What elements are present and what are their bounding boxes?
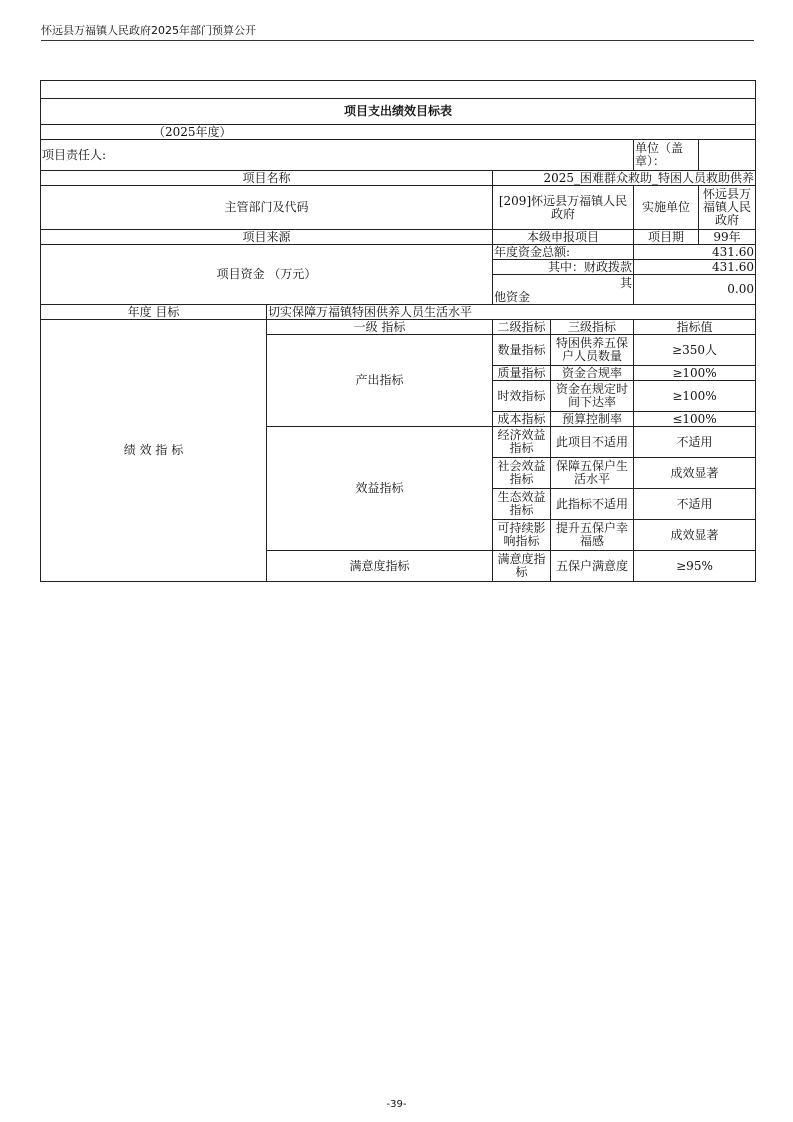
other-funds-value: 0.00 [634, 275, 756, 305]
unit-seal-label: 单位（盖章）： [634, 140, 699, 171]
annual-goal-label: 年度 目标 [41, 305, 267, 320]
indicator-value-cell: ≥350人 [634, 335, 756, 366]
level2-cell: 满意度指标 [493, 551, 551, 582]
page-number: -39- [386, 1099, 407, 1110]
output-indicator-label: 产出指标 [267, 335, 493, 427]
indicator-value-cell: ≥95% [634, 551, 756, 582]
satisfaction-indicator-label: 满意度指标 [267, 551, 493, 582]
level3-cell: 此指标不适用 [551, 489, 634, 520]
other-funds-label-line1: 其 [619, 275, 632, 290]
level2-cell: 时效指标 [493, 381, 551, 412]
level3-cell: 预算控制率 [551, 412, 634, 427]
indicator-header-row [41, 320, 756, 335]
source-row [41, 230, 756, 245]
total-funds-row [41, 245, 756, 260]
annual-goal-value: 切实保障万福镇特困供养人员生活水平 [267, 305, 756, 320]
indicator-value-cell: 不适用 [634, 489, 756, 520]
performance-target-table [40, 80, 756, 582]
level3-cell: 特困供养五保户人员数量 [551, 335, 634, 366]
project-name-label: 项目名称 [41, 171, 493, 186]
level3-cell: 资金在规定时间下达率 [551, 381, 634, 412]
top-strip-cell [41, 81, 756, 99]
project-name-row [41, 171, 756, 186]
indicator-value-cell: 成效显著 [634, 520, 756, 551]
unit-seal-value [699, 140, 756, 171]
implementing-unit-value: 怀远县万福镇人民政府 [699, 186, 756, 230]
level1-header: 一级 指标 [267, 320, 493, 335]
indicator-value-cell: 不适用 [634, 427, 756, 458]
level3-cell: 五保户满意度 [551, 551, 634, 582]
document-header: 怀远县万福镇人民政府2025年部门预算公开 [41, 24, 256, 37]
level3-cell: 资金合规率 [551, 366, 634, 381]
period-label: 项目期 [634, 230, 699, 245]
total-funds-value: 431.60 [634, 245, 756, 260]
funds-label: 项目资金 （万元） [41, 245, 493, 305]
level2-cell: 数量指标 [493, 335, 551, 366]
benefit-indicator-label: 效益指标 [267, 427, 493, 551]
level2-cell: 成本指标 [493, 412, 551, 427]
level2-cell: 经济效益指标 [493, 427, 551, 458]
year-row [41, 125, 756, 140]
fiscal-year: （2025年度） [41, 125, 756, 140]
indicator-value-cell: 成效显著 [634, 458, 756, 489]
title-row [41, 99, 756, 125]
source-label: 项目来源 [41, 230, 493, 245]
level2-cell: 可持续影响指标 [493, 520, 551, 551]
level3-cell: 此项目不适用 [551, 427, 634, 458]
other-funds-label [493, 275, 634, 305]
implementing-unit-label: 实施单位 [634, 186, 699, 230]
fiscal-funds-value: 431.60 [634, 260, 756, 275]
responsible-row [41, 140, 756, 171]
level2-cell: 质量指标 [493, 366, 551, 381]
other-funds-label-line2: 他资金 [494, 289, 531, 304]
level3-cell: 提升五保户幸福感 [551, 520, 634, 551]
level3-cell: 保障五保户生活水平 [551, 458, 634, 489]
indicator-value-header: 指标值 [634, 320, 756, 335]
level2-cell: 生态效益指标 [493, 489, 551, 520]
level3-header: 三级指标 [551, 320, 634, 335]
fiscal-funds-label: 其中：财政拨款 [493, 260, 634, 275]
source-value: 本级申报项目 [493, 230, 634, 245]
period-value: 99年 [699, 230, 756, 245]
annual-goal-row [41, 305, 756, 320]
responsible-label: 项目责任人: [41, 140, 634, 171]
table-top-strip [41, 81, 756, 99]
table-title: 项目支出绩效目标表 [41, 99, 756, 125]
indicator-value-cell: ≥100% [634, 366, 756, 381]
department-row [41, 186, 756, 230]
department-value: [209]怀远县万福镇人民政府 [493, 186, 634, 230]
total-funds-label: 年度资金总额: [493, 245, 634, 260]
indicator-value-cell: ≤100% [634, 412, 756, 427]
performance-indicator-label: 绩 效 指 标 [41, 320, 267, 582]
indicator-value-cell: ≥100% [634, 381, 756, 412]
level2-header: 二级指标 [493, 320, 551, 335]
header-divider [41, 40, 754, 41]
project-name-value: 2025_困难群众救助_特困人员救助供养 [493, 171, 756, 186]
level2-cell: 社会效益指标 [493, 458, 551, 489]
department-label: 主管部门及代码 [41, 186, 493, 230]
